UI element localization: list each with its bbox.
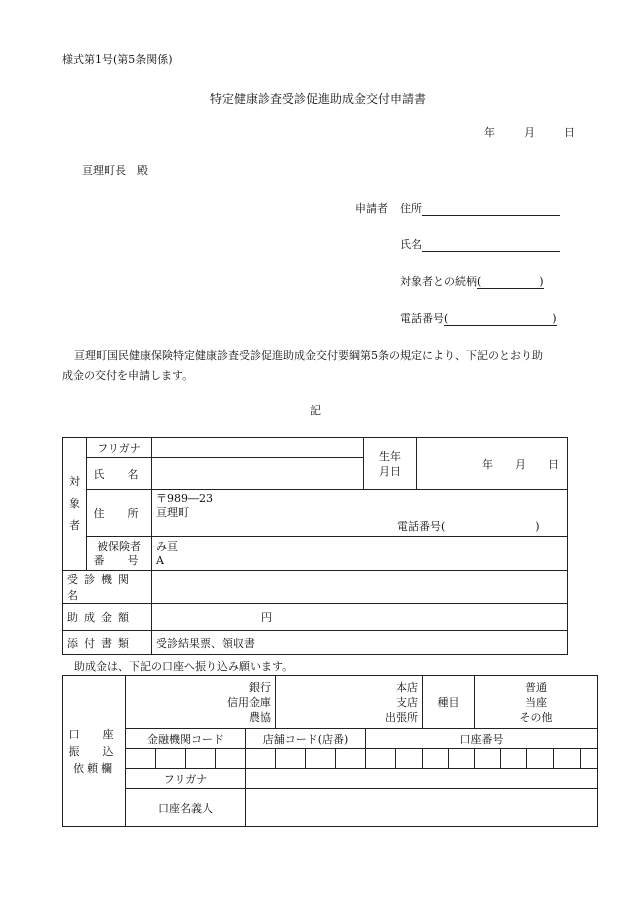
- applicant-address-field[interactable]: [422, 202, 560, 216]
- insured-label-line2: 番 号: [93, 553, 145, 567]
- branch-code-box[interactable]: [306, 749, 336, 769]
- form-title: 特定健康診査受診促進助成金交付申請書: [210, 92, 427, 106]
- branch-code-box[interactable]: [336, 749, 366, 769]
- relation-open-paren: (: [477, 275, 482, 288]
- applicant-label: 申請者: [355, 202, 388, 215]
- acct-no-box[interactable]: [501, 749, 527, 769]
- birth-label-line1: 生年: [379, 449, 401, 463]
- bank-furigana-label: フリガナ: [126, 769, 246, 789]
- branch-code-box[interactable]: [246, 749, 276, 769]
- clinic-field[interactable]: [152, 571, 568, 604]
- subject-side-char: 者: [69, 519, 80, 532]
- subject-name-label: 氏 名: [87, 458, 152, 490]
- bank-furigana-field[interactable]: [246, 769, 598, 789]
- body-text-line2: 成金の交付を申請します。: [62, 369, 194, 382]
- birth-label-line2: 月日: [379, 464, 401, 478]
- ki-label: 記: [310, 404, 321, 417]
- bank-kind-label: 種目: [423, 676, 475, 729]
- applicant-phone-label: 電話番号: [400, 312, 444, 325]
- subject-side-char: 対: [69, 475, 80, 488]
- acct-no-box[interactable]: [449, 749, 475, 769]
- subject-address-field[interactable]: [152, 490, 568, 537]
- acct-no-box[interactable]: [423, 749, 449, 769]
- insured-label-line1: 被保険者: [97, 539, 141, 553]
- acct-type-toza: 当座: [525, 695, 548, 709]
- attachments-label: 添付書類: [63, 631, 152, 655]
- date-line: [484, 124, 575, 140]
- applicant-phone-field[interactable]: [444, 312, 557, 326]
- insured-suffix: A: [156, 553, 164, 567]
- inst-type-shinkin: 信用金庫: [227, 695, 272, 709]
- addressee: 亘理町長 殿: [82, 164, 148, 177]
- bank-inst-type[interactable]: [126, 676, 276, 729]
- bank-branch-type[interactable]: [276, 676, 423, 729]
- branch-type-shiten: 支店: [396, 695, 419, 709]
- acct-type-other: その他: [519, 710, 553, 724]
- body-text-line1: 亘理町国民健康保険特定健康診査受診促進助成金交付要綱第5条の規定により、下記のとおり助: [74, 349, 543, 362]
- subject-furigana-field[interactable]: [152, 438, 364, 458]
- relation-close-paren: ): [539, 275, 544, 288]
- subject-table: [62, 437, 568, 655]
- branch-type-shutchojo: 出張所: [385, 710, 419, 724]
- subject-phone: [397, 518, 540, 534]
- insured-prefix: み亘: [156, 539, 178, 553]
- branch-code-label: 店舗コード(店番): [246, 729, 366, 749]
- bank-code-label: 金融機関コード: [126, 729, 246, 749]
- form-number: 様式第1号(第5条関係): [62, 53, 173, 66]
- subject-phone-close: ): [535, 520, 540, 533]
- birth-day-label: 日: [548, 457, 559, 471]
- phone-close-paren: ): [552, 312, 557, 325]
- amount-label: 助成金額: [63, 604, 152, 631]
- bank-acct-type[interactable]: [475, 676, 598, 729]
- transfer-note: 助成金は、下記の口座へ振り込み願います。: [74, 660, 294, 673]
- amount-field[interactable]: [152, 604, 568, 631]
- applicant-relation-label: 対象者との続柄: [400, 275, 477, 288]
- subject-furigana-label: フリガナ: [87, 438, 152, 458]
- bank-side-line: 依頼欄: [73, 761, 115, 775]
- applicant-relation-row: [400, 273, 544, 289]
- applicant-relation-field[interactable]: [477, 275, 544, 289]
- branch-code-box[interactable]: [276, 749, 306, 769]
- bank-side-line: 振 込: [68, 744, 120, 758]
- bank-table: [62, 675, 598, 827]
- attachments-value: 受診結果票、領収書: [152, 631, 568, 655]
- acct-no-box[interactable]: [475, 749, 501, 769]
- birth-month-label: 月: [515, 457, 526, 471]
- subject-birth-field[interactable]: [417, 438, 568, 490]
- applicant-name-label: 氏名: [400, 238, 422, 251]
- holder-field[interactable]: [246, 789, 598, 827]
- applicant-name-row: [400, 236, 560, 252]
- bank-side-label: [63, 676, 126, 827]
- subject-side-label: [63, 438, 87, 571]
- acct-no-box[interactable]: [396, 749, 423, 769]
- subject-birth-label: [364, 438, 417, 490]
- date-day: 日: [564, 126, 575, 139]
- phone-open-paren: (: [444, 312, 449, 325]
- holder-label: 口座名義人: [126, 789, 246, 827]
- subject-phone-label: 電話番号(: [397, 520, 446, 533]
- date-year: 年: [484, 126, 495, 139]
- bank-code-box[interactable]: [126, 749, 156, 769]
- subject-postal: 〒989―23: [156, 492, 213, 505]
- acct-no-label: 口座番号: [366, 729, 598, 749]
- inst-type-nokyo: 農協: [249, 710, 272, 724]
- subject-address-label: 住 所: [87, 490, 152, 537]
- acct-no-box[interactable]: [527, 749, 554, 769]
- applicant-name-field[interactable]: [422, 238, 560, 252]
- date-month: 月: [524, 126, 535, 139]
- subject-name-field[interactable]: [152, 458, 364, 490]
- branch-type-honten: 本店: [396, 680, 419, 694]
- bank-code-box[interactable]: [216, 749, 246, 769]
- applicant-address-label: 住所: [400, 202, 422, 215]
- birth-year-label: 年: [482, 457, 493, 471]
- subject-town: 亘理町: [156, 506, 189, 519]
- bank-side-line: 口 座: [68, 727, 120, 741]
- inst-type-bank: 銀行: [249, 680, 272, 694]
- applicant-address-row: [400, 200, 560, 216]
- subject-insured-field[interactable]: [152, 537, 568, 571]
- bank-code-box[interactable]: [156, 749, 186, 769]
- acct-type-futsu: 普通: [525, 680, 548, 694]
- acct-no-box[interactable]: [366, 749, 396, 769]
- amount-unit: 円: [261, 611, 272, 624]
- clinic-label: 受診機関名: [63, 571, 152, 604]
- subject-insured-label: [87, 537, 152, 571]
- acct-no-box[interactable]: [581, 749, 598, 769]
- subject-side-char: 象: [69, 497, 80, 510]
- bank-code-box[interactable]: [186, 749, 216, 769]
- acct-no-box[interactable]: [554, 749, 581, 769]
- applicant-phone-row: [400, 310, 557, 326]
